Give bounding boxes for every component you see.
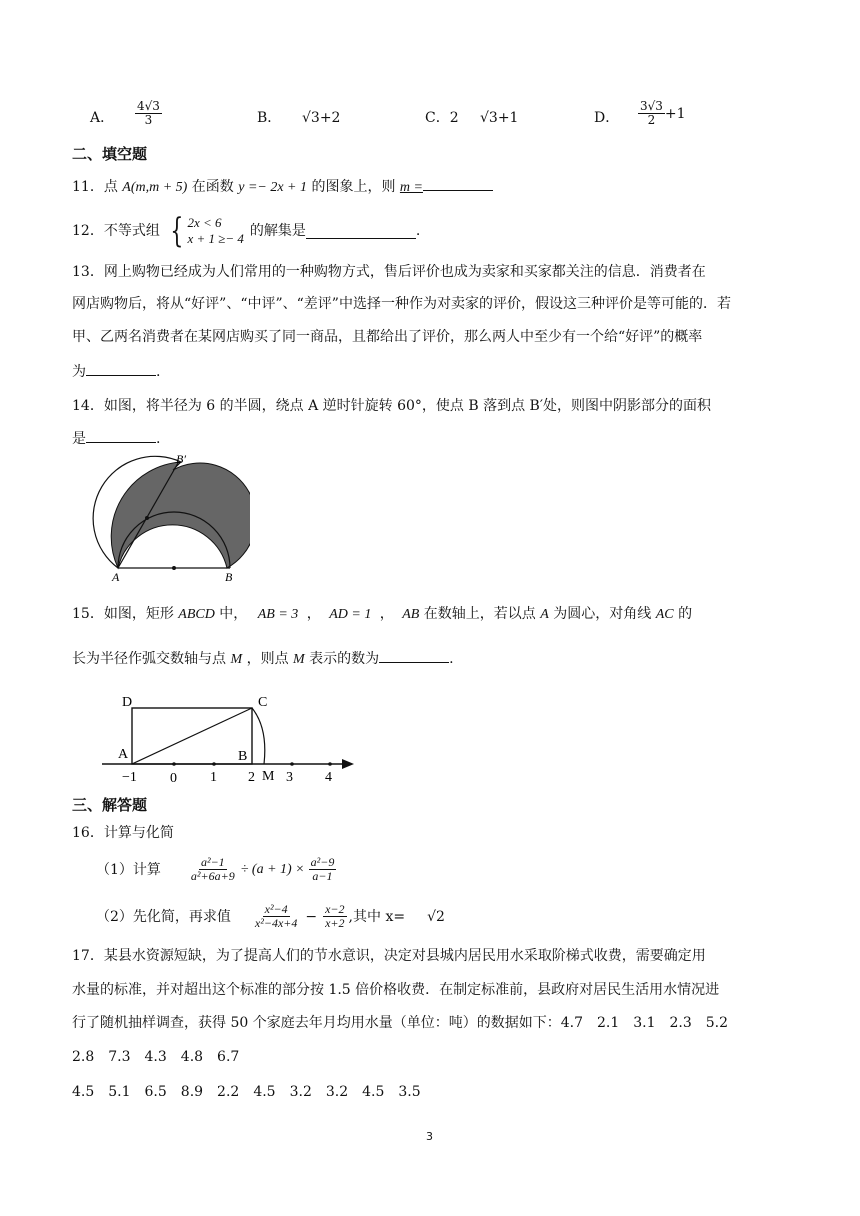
q14-end: .	[156, 431, 161, 447]
q17-line2: 水量的标准，并对超出这个标准的部分按 1.5 倍价格收费．在制定标准前，县政府对居民生活用水情况进	[72, 982, 720, 998]
q16-p2-frac2-den: x+2	[325, 916, 345, 930]
option-a-denominator: 3	[144, 113, 153, 127]
q16-p2-frac1-num: x²−4	[264, 902, 288, 916]
q14-label-b: B	[225, 570, 233, 584]
q16-p1-mid: ÷ (a + 1) ×	[240, 861, 305, 877]
q15-tick-four-dot	[328, 762, 332, 766]
q16-p2-minus: −	[305, 908, 318, 925]
q15-tick-label: 1	[210, 770, 217, 785]
q13-line4	[72, 361, 160, 382]
option-d-denominator: 2	[647, 113, 656, 127]
q15-tick-label: −1	[122, 770, 137, 785]
q15-line1-end: 的	[678, 606, 693, 622]
question-12	[72, 211, 421, 251]
page-number: 3	[426, 1130, 433, 1143]
q15-answer-blank[interactable]	[379, 648, 449, 663]
q15-label-b: B	[238, 749, 248, 764]
q15-label-c: C	[258, 695, 268, 710]
q15-label-d: D	[122, 695, 133, 710]
option-b-label: B．	[257, 110, 282, 126]
section-title-solve: 三、解答题	[72, 796, 148, 814]
option-b-value: √3+2	[302, 110, 341, 126]
q15-origin-dot	[172, 762, 176, 766]
q14-label-bprime: B′	[176, 455, 186, 466]
q15-line1	[72, 604, 692, 625]
q17-line5: 4.5 5.1 6.5 8.9 2.2 4.5 3.2 3.2 4.5 3.5	[72, 1084, 421, 1100]
q14-center-point	[172, 566, 176, 570]
q13-line2: 网店购物后，将从“好评”、“中评”、“差评”中选择一种作为对卖家的评价，假设这三种评价是等可能的．若	[72, 296, 731, 312]
q14-line2	[72, 428, 160, 449]
q15-tick-one-dot	[212, 762, 216, 766]
option-c-label: C．2	[425, 110, 459, 126]
q12-system: { 2x < 6 x + 1 ≥− 4	[170, 211, 244, 251]
q15-arc	[252, 708, 265, 764]
q12-line1: 2x < 6	[187, 215, 222, 230]
option-d-numerator: 3√3	[640, 99, 663, 113]
q14-label-a: A	[112, 570, 120, 584]
q16-p1-frac1-num: a²−1	[200, 855, 225, 869]
q15-ac: AC	[655, 607, 674, 622]
q13-line1: 13．网上购物已经成为人们常用的一种购物方式，售后评价也成为卖家和买家都关注的信息．消费者在	[72, 264, 706, 280]
q15-label-m: M	[262, 769, 275, 784]
q12-end: .	[415, 223, 421, 239]
q15-tick-label: 0	[170, 771, 177, 786]
q16-p2-value: √2	[427, 908, 445, 925]
q15-tick-three-dot	[290, 762, 294, 766]
q15-line2-post: 表示的数为	[309, 651, 380, 667]
option-a-numerator: 4√3	[137, 99, 160, 113]
q13-answer-blank[interactable]	[86, 361, 156, 376]
q15-figure	[96, 688, 356, 788]
q15-point-m: M	[230, 652, 243, 667]
q15-line2	[72, 648, 454, 670]
q11-function: y =− 2x + 1	[238, 180, 308, 195]
q13-end: .	[156, 364, 161, 380]
q16-part1	[96, 856, 336, 883]
q15-line2-mid: ，则点	[246, 651, 289, 667]
question-11	[72, 177, 493, 198]
q16-part1-label: （1）计算	[96, 861, 161, 878]
q12-line2: x + 1 ≥− 4	[187, 231, 244, 246]
q15-line2-pre: 长为半径作弧交数轴与点	[72, 651, 226, 667]
section-title-fill-blank: 二、填空题	[72, 145, 148, 163]
q11-answer-blank[interactable]	[423, 190, 493, 191]
q16-p1-frac2-den: a−1	[312, 869, 333, 883]
option-a-value	[135, 100, 162, 127]
q12-post: 的解集是	[249, 223, 306, 239]
q15-tick-label: 3	[286, 770, 293, 785]
q16-p2-frac1-den: x²−4x+4	[254, 916, 298, 930]
q14-shaded-region	[111, 462, 250, 568]
q16-p2-post: ,其中 x=	[348, 908, 406, 925]
q15-zhong: 中，	[219, 606, 248, 622]
q17-line3: 行了随机抽样调查，获得 50 个家庭去年月均用水量（单位：吨）的数据如下：4.7 2.1 3.1 2.3 5.2	[72, 1015, 729, 1031]
q14-rotated-center-point	[145, 516, 149, 520]
q14-figure	[80, 455, 250, 585]
q12-pre: 12．不等式组	[72, 223, 160, 239]
q13-line4-text: 为	[72, 364, 86, 380]
q12-answer-blank[interactable]	[306, 224, 416, 239]
q15-end: .	[449, 651, 454, 667]
option-d-tail: +1	[664, 106, 686, 122]
q11-post: 的图象上，则	[311, 179, 396, 195]
q16-part2-label: （2）先化简，再求值	[96, 908, 231, 925]
option-a-label: A．	[90, 110, 115, 126]
q16-part2	[96, 903, 445, 930]
option-d-label: D．	[594, 110, 620, 126]
q15-pre: 15．如图，矩形	[72, 606, 174, 622]
q15-point-m2: M	[293, 652, 305, 667]
q15-axis-arrow	[342, 759, 354, 769]
q11-pre: 11．点	[72, 179, 118, 195]
q15-mid: 在数轴上，若以点	[423, 606, 536, 622]
q15-point-a: A	[540, 607, 549, 622]
q15-diagonal-ac	[132, 708, 252, 764]
q15-rect: ABCD	[178, 607, 215, 622]
q16-p2-frac2-num: x−2	[325, 902, 345, 916]
q13-line3: 甲、乙两名消费者在某网店购买了同一商品，且都给出了评价，那么两人中至少有一个给“好评”的概率	[72, 329, 703, 345]
q15-tick-label: 2	[248, 770, 255, 785]
q15-ab: AB = 3	[257, 607, 299, 622]
q17-line1: 17．某县水资源短缺，为了提高人们的节水意识，决定对县城内居民用水采取阶梯式收费，需要确定用	[72, 948, 706, 964]
q15-ad: AD = 1	[329, 607, 372, 622]
q17-line4: 2.8 7.3 4.3 4.8 6.7	[72, 1049, 240, 1065]
q15-tick-label: 4	[325, 770, 332, 785]
q11-mid: 在函数	[191, 179, 234, 195]
option-d-value	[638, 100, 686, 127]
q15-label-a: A	[118, 747, 129, 762]
q15-mid2: 为圆心，对角线	[553, 606, 652, 622]
q14-answer-blank[interactable]	[86, 428, 156, 443]
q16-p1-frac1-den: a²+6a+9	[190, 869, 235, 883]
option-c-value: √3+1	[480, 110, 519, 126]
q16-p1-frac2-num: a²−9	[310, 855, 335, 869]
q14-line2-text: 是	[72, 431, 86, 447]
q15-comma: ，	[306, 606, 321, 622]
q11-answer-label: m =	[399, 180, 423, 195]
q15-comma2: ，	[379, 606, 394, 622]
q16-title: 16．计算与化简	[72, 825, 174, 841]
q14-line1: 14．如图，将半径为 6 的半圆，绕点 A 逆时针旋转 60°，使点 B 落到点 B′处，则图中阴影部分的面积	[72, 398, 712, 414]
q11-point: A(m,m + 5)	[122, 180, 188, 195]
q15-ab2: AB	[402, 607, 420, 622]
